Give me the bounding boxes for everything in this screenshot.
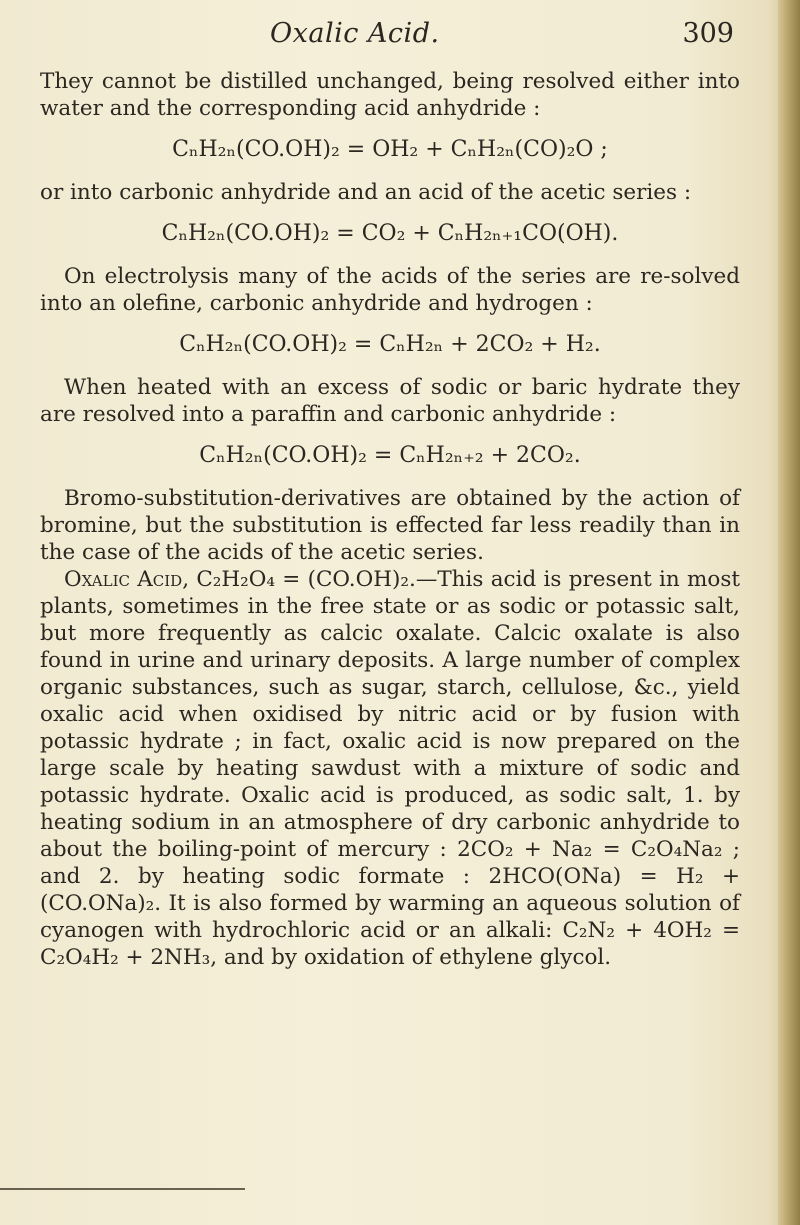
paragraph bbox=[40, 566, 740, 971]
paragraph: or into carbonic anhydride and an acid of the acetic series : bbox=[40, 180, 692, 205]
page-number: 309 bbox=[682, 18, 734, 49]
paragraph: They cannot be distilled unchanged, being resolved either into water and the corresponding acid anhydride : bbox=[40, 69, 740, 121]
page-edge bbox=[778, 0, 800, 1225]
running-title: Oxalic Acid. bbox=[270, 18, 440, 49]
body-text bbox=[40, 68, 740, 971]
section-heading: Oxalic Acid, bbox=[64, 567, 190, 592]
paragraph: When heated with an excess of sodic or baric hydrate they are resolved into a paraffin and carbonic anhydride : bbox=[40, 375, 740, 427]
paragraph: On electrolysis many of the acids of the series are re-solved into an olefine, carbonic anhydride and hydrogen : bbox=[40, 264, 740, 316]
page-header bbox=[40, 14, 740, 54]
paragraph-text: C₂H₂O₄ = (CO.OH)₂.—This acid is present in most plants, sometimes in the free state or as sodic or potassic salt, but more frequently as calcic oxalate. Calcic oxalate is also found in urine and urinary deposits. A large number of complex organic substances, such as sugar, starch, cellulose, &c., yield oxalic acid when oxidised by nitric acid or by fusion with potassic hydrate ; in fact, oxalic acid is now prepared on the large scale by heating sawdust with a mixture of sodic and potassic hydrate. Oxalic acid is produced, as sodic salt, 1. by heating sodium in an atmosphere of dry carbonic anhydride to about the boiling-point of mercury : 2CO₂ + Na₂ = C₂O₄Na₂ ; and 2. by heating sodic formate : 2HCO(ONa) = H₂ + (CO.ONa)₂. It is also formed by warming an aqueous solution of cyanogen with hydrochloric acid or an alkali: C₂N₂ + 4OH₂ = C₂O₄H₂ + 2NH₃, and by oxidation of ethylene glycol. bbox=[40, 567, 740, 970]
equation: CₙH₂ₙ(CO.OH)₂ = CₙH₂ₙ₊₂ + 2CO₂. bbox=[199, 443, 581, 468]
bottom-rule bbox=[0, 1188, 245, 1190]
paragraph: Bromo-substitution-derivatives are obtained by the action of bromine, but the substitution is effected far less readily than in the case of the acids of the acetic series. bbox=[40, 486, 740, 565]
equation: CₙH₂ₙ(CO.OH)₂ = CO₂ + CₙH₂ₙ₊₁CO(OH). bbox=[161, 221, 619, 246]
equation: CₙH₂ₙ(CO.OH)₂ = CₙH₂ₙ + 2CO₂ + H₂. bbox=[179, 332, 601, 357]
equation: CₙH₂ₙ(CO.OH)₂ = OH₂ + CₙH₂ₙ(CO)₂O ; bbox=[172, 137, 608, 162]
